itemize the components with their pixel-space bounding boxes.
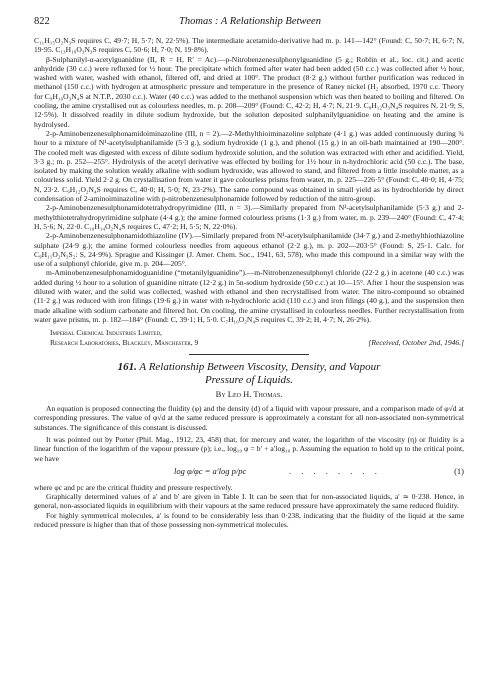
section-divider: [189, 354, 309, 355]
paragraph-5: 2-p-Aminobenzenesulphonamidothiazoline (IV).—Similarly prepared from N¹-acetylsulphanilamide (34·7 g.) and 2-methylthiothiazoline sulphate (24·9 g.); the amine formed colourless needles from aqueous ethanol (2·2 g.), m. p. 202—203·5° (Found: S, 25·1. Calc. for C₉H₁₁O₂N₃S₂: S, 24·9%). Sprague and Kissinger (J. Amer. Chem. Soc., 1941, 63, 578), who made this compound in a similar way with the use of a sulphonyl chloride, give m. p. 204—205°.: [34, 231, 464, 269]
body-text: [34, 36, 464, 529]
paragraph-6: m-Aminobenzenesulphonamidoguanidine (“metanilylguanidine”).—m-Nitrobenzenesulphonyl chloride (22·2 g.) in acetone (40 c.c.) was added during ½ hour to a solution of guanidine nitrate (12·2 g.) in 5n-sodium hydroxide (50 c.c.) at 10—15°. After 1 hour the suspension was diluted with water, and the solid was collected, washed with ethanol and then recrystallised from water. The nitro-compound so obtained (11·2 g.) was reduced with iron filings (19·6 g.) in water with n-hydrochloric acid (110 c.c.) and iron filings (40 g.), and the suspension then made alkaline with sodium carbonate and filtered hot. On cooling, the amine crystallised in colourless needles. Further recrystallisation from water gave prisms, m. p. 182—184° (Found: C, 39·1; H, 5·0. C₇H₁₀O₂N₄S requires C, 39·2; H, 4·7; N, 26·2%).: [34, 268, 464, 324]
running-head: [34, 16, 466, 30]
intro-paragraph-2: where φc and pc are the critical fluidity and pressure respectively.: [34, 482, 233, 492]
article-title-line-1: [34, 361, 464, 374]
intro-paragraph-4: For highly symmetrical molecules, a′ is found to be considerably less than 0·238, indicating that the fluidity of the liquid at the same reduced pressure is higher than that of those possessing non-symmetrical molecules.: [34, 510, 464, 530]
running-title: Thomas : A Relationship Between: [179, 16, 321, 27]
affiliation-line-1: Imperial Chemical Industries Limited,: [50, 328, 162, 338]
paragraph-2: β-Sulphanilyl-α-acetylguanidine (II, R = H, R′ = Ac).—p-Nitrobenzenesulphonylguanidine (5 g.; Roblin et al., loc. cit.) and acetic anhydride (30 c.c.) were refluxed for ½ hour. The precipitate which formed after water had been added (50 c.c.) was collected after ½ hour, washed with water, washed with ethanol, filtered off, and dried at 100°. The product (8·2 g.) without further purification was reduced in methanol (150 c.c.) with hydrogen at atmospheric pressure and temperature in the presence of Raney nickel (H₂ absorbed, 1970 c.c. Theory for C₉H₁₀O₃N₄S at N.T.P., 2030 c.c.). Water (40 c.c.) was added to the methanol suspension which was then heated to boiling and filtered. On cooling, the amine crystallised out as colourless needles, m. p. 208—209° (Found: C, 42·2; H, 4·7; N, 21·9. C₉H₁₂O₃N₄S requires N, 21·9; S, 12·5%). It dissolved readily in dilute sodium hydroxide, but the solution deposited sulphanilylguanidine on heating and the amine is hydrolysed.: [34, 54, 464, 129]
byline: By Leo H. Thomas.: [215, 388, 283, 399]
intro-paragraph-1: It was pointed out by Porter (Phil. Mag., 1912, 23, 458) that, for mercury and water, the logarithm of the viscosity (η) or fluidity is a linear function of the logarithm of the vapour pressure (p); i.e., log₁₀ φ = b′ + a′log₁₀ p. Assuming the equation to hold up to the critical point, we have: [34, 434, 464, 463]
equation-leader-dots: . . . . . . . .: [289, 465, 381, 476]
article-title-line-2: Pressure of Liquids.: [204, 373, 294, 386]
equation-1: [34, 466, 464, 480]
intro-paragraph-3: Graphically determined values of a′ and b′ are given in Table I. It can be seen that for non-associated liquids, a′ ≃ 0·238. Hence, in general, non-associated liquids in equilibrium with their vapours at the same reduced pressure have approximately the same reduced fluidity.: [34, 492, 464, 511]
article-title-text-1: A Relationship Between Viscosity, Density, and Vapour: [139, 360, 381, 373]
abstract: An equation is proposed connecting the fluidity (φ) and the density (d) of a liquid with vapour pressure, and a comparison made of φ√d at corresponding pressures. The value of φ√d at the same reduced pressure is approximately a constant for all non-associated non-symmetrical substances. The significance of this constant is discussed.: [34, 404, 464, 432]
received-date: [Received, October 2nd, 1946.]: [368, 337, 464, 347]
paragraph-1: C₁₁H₁₅O₂N₃S requires C, 49·7; H, 5·7; N, 22·5%). The intermediate acetamido-derivative had m. p. 141—142° (Found: C, 50·7; H, 6·7; N, 19·95. C₁₃H₁₉O₃N₃S requires C, 50·6; H, 7·0; N, 19·8%).: [34, 36, 464, 55]
affiliation: [50, 328, 464, 347]
article-number: 161.: [117, 360, 137, 373]
paragraph-3: 2-p-Aminobenzenesulphonamidoiminazoline (III, n = 2).—2-Methylthioiminazoline sulphate (4·1 g.) was added continuously during ¾ hour to a mixture of N¹-acetylsulphanilamide (5·3 g.), sodium hydroxide (1 g.), and phenol (15 g.) in an oil-bath maintained at 190—200°. The cooled melt was digested with excess of dilute sodium hydroxide solution, and the solution was extracted with ether and acidified. Yield, 3·3 g.; m. p. 252—255°. Hydrolysis of the acetyl derivative was effected by boiling for 1½ hour in n-hydrochloric acid (50 c.c.). The base, isolated by making the solution weakly alkaline with sodium hydroxide, was allowed to stand, and filtered from a little insoluble matter, as a colourless solid. Yield 2·2 g. On crystallisation from water it gave colourless prisms from water, m. p. 225—226·5° (Found: C, 40·0; H, 4·75; N, 23·2. C₉H₁₂O₂N₄S requires C, 40·0; H, 5·0; N, 23·2%). The same compound was obtained in small yield as its hydrochloride by direct condensation of 2-aminoiminazoline with p-nitrobenzenesulphonamide followed by reduction of the nitro-group.: [34, 128, 464, 204]
article-heading: [34, 361, 464, 387]
page-number: 822: [34, 16, 50, 27]
paragraph-4: 2-p-Aminobenzenesulphonamidotetrahydropyrimidine (III, n = 3).—Similarly prepared from N¹-acetylsulphanilamide (5·3 g.) and 2-methylthiotetrahydropyrimidine sulphate (4·4 g.); the amine formed colourless prisms (1·3 g.) from water, m. p. 239—240° (Found: C, 47·4; H, 5·6; N, 22·0. C₁₀H₁₄O₂N₄S requires C, 47·2; H, 5·5; N, 22·0%).: [34, 203, 464, 231]
equation-body: log φ/φc = a′log p/pc: [174, 465, 247, 476]
equation-number: (1): [454, 465, 464, 476]
affiliation-line-2: Research Laboratories, Blackley, Manchester, 9: [50, 337, 199, 347]
